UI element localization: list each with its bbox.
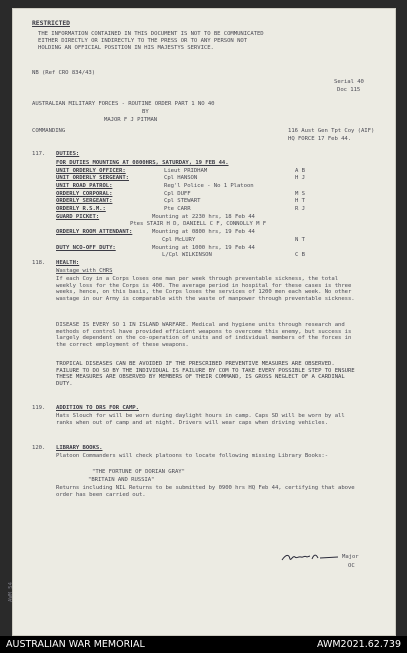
footer-institution: AUSTRALIAN WAR MEMORIAL: [6, 639, 145, 650]
document-number: Doc 115: [337, 87, 361, 93]
duty-assignee: Reg'l Police - No 1 Platoon: [164, 183, 254, 189]
major-name: MAJOR F J PITMAN: [104, 117, 158, 123]
duty-initials: M S: [295, 191, 305, 197]
duty-label: ORDERLY R.S.M.:: [56, 206, 106, 212]
notice-line: THE INFORMATION CONTAINED IN THIS DOCUMENT IS NOT TO BE COMMUNICATED: [38, 31, 264, 37]
signatory-rank: Major: [342, 554, 359, 560]
duty-assignee: Pte CARR: [164, 206, 191, 212]
section-title: LIBRARY BOOKS.: [56, 445, 103, 451]
duty-initials: C B: [295, 252, 305, 258]
health-paragraph: TROPICAL DISEASES CAN BE AVOIDED IF THE PRESCRIBED PREVENTIVE MEASURES ARE OBSERVED. FAILURE TO DO SO BY THE INDIVIDUAL IS FAILURE BY COM TO TAKE EVERY POSSIBLE STEP TO ENSURE THESE MEASURES ARE OBSERVED BY MEMBERS OF THEIR COMMAND, IS GROSS NEGLECT OF A CARDINAL DUTY.: [56, 361, 355, 387]
duty-initials: H J: [295, 175, 305, 181]
duty-label: ORDERLY SERGEANT:: [56, 198, 113, 204]
document-page: [8, 8, 396, 636]
margin-archive-note: AWM 54: [8, 582, 14, 602]
section-number: 118.: [32, 260, 46, 266]
signatory-appointment: OC: [348, 563, 355, 569]
library-paragraph: Returns including NIL Returns to be submitted by 0900 hrs HQ Feb 44, certifying that above order has been carried out.: [56, 485, 355, 498]
restricted-heading: RESTRICTED: [32, 19, 70, 27]
duty-assignee: Lieut PRIDHAM: [164, 168, 208, 174]
duty-label: UNIT ORDERLY SERGEANT:: [56, 175, 129, 181]
duty-initials: A B: [295, 168, 305, 174]
section-number: 117.: [32, 151, 46, 157]
section-number: 120.: [32, 445, 46, 451]
duty-initials: H T: [295, 198, 305, 204]
duty-assignee: Cpl DUFF: [164, 191, 191, 197]
handwritten-signature: [280, 551, 340, 563]
health-paragraph: If each Coy in a Corps loses one man per week through preventable sickness, the total weekly loss for the Corps is 400. The average period in hospital for these cases is three weeks, hence, on this basis, the Corps loses the services of 1200 men each week. No other wastage in our Army is comparable with the waste of manpower through preventable sickness.: [56, 276, 355, 302]
footer-reference: AWM2021.62.739: [316, 639, 401, 650]
duty-assignee: Cpl McLURY: [162, 237, 196, 243]
duty-label: ORDERLY ROOM ATTENDANT:: [56, 229, 133, 235]
section-subtitle: Wastage with CHRS: [56, 268, 113, 274]
serial-number: Serial 40: [334, 79, 364, 85]
section-number: 119.: [32, 405, 46, 411]
camp-dress-paragraph: Hats Slouch for will be worn during daylight hours in camp. Caps SD will be worn by all ranks when out of camp and at night. Drivers will wear caps when driving vehicles.: [56, 413, 345, 426]
duty-assignee: L/Cpl WILKINSON: [162, 252, 212, 258]
duty-label: UNIT ORDERLY OFFICER:: [56, 168, 126, 174]
book-title: "THE FORTUNE OF DORIAN GRAY": [92, 469, 185, 475]
duty-label: UNIT ROAD PATROL:: [56, 183, 113, 189]
unit-name: 116 Aust Gen Tpt Coy (AIF): [288, 128, 375, 134]
notice-line: EITHER DIRECTLY OR INDIRECTLY TO THE PRESS OR TO ANY PERSON NOT: [38, 38, 248, 44]
section-title: ADDITION TO DRS FOR CAMP.: [56, 405, 139, 411]
order-title: AUSTRALIAN MILITARY FORCES - ROUTINE ORDER PART 1 NO 40: [32, 101, 215, 107]
archive-footer: [0, 636, 407, 653]
library-paragraph: Platoon Commanders will check platoons to locate following missing Library Books:-: [56, 453, 329, 459]
duty-assignee: Cpl STEWART: [164, 198, 201, 204]
order-date: HQ FORCE 17 Feb 44.: [288, 136, 352, 142]
duty-initials: N T: [295, 237, 305, 243]
notice-line: HOLDING AN OFFICIAL POSITION IN HIS MAJESTYS SERVICE.: [38, 45, 214, 51]
duty-assignee: Mounting at 1000 hrs, 19 Feb 44: [152, 245, 255, 251]
duty-label: FOR DUTIES MOUNTING AT 0800HRS, SATURDAY, 19 FEB 44.: [56, 160, 229, 166]
duty-assignee: Mounting at 2230 hrs, 18 Feb 44: [152, 214, 255, 220]
duty-label: DUTY NCO-OFF DUTY:: [56, 245, 116, 251]
duty-assignee: Mounting at 0800 hrs, 19 Feb 44: [152, 229, 255, 235]
duty-initials: R J: [295, 206, 305, 212]
section-title: DUTIES:: [56, 151, 80, 157]
duty-label: ORDERLY CORPORAL:: [56, 191, 113, 197]
duty-assignee: Ptes STAIR H D, DANIELL C F, CONNOLLY M F: [130, 221, 267, 227]
duty-label: GUARD PICKET:: [56, 214, 100, 220]
section-title: HEALTH:: [56, 260, 80, 266]
commanding-label: COMMANDING: [32, 128, 66, 134]
book-title: "BRITAIN AND RUSSIA": [88, 477, 155, 483]
duty-assignee: Cpl HANSON: [164, 175, 198, 181]
reference-note: NB (Ref CRO 834/43): [32, 70, 96, 76]
health-paragraph: DISEASE IS EVERY SO 1 IN ISLAND WARFARE. Medical and hygiene units through research and methods of control have provided efficient weapons to overcome this enemy, but success is largely dependent on the co-operation of units and of individual members of the forces in the correct employment of these weapons.: [56, 322, 352, 348]
by-label: BY: [142, 109, 149, 115]
